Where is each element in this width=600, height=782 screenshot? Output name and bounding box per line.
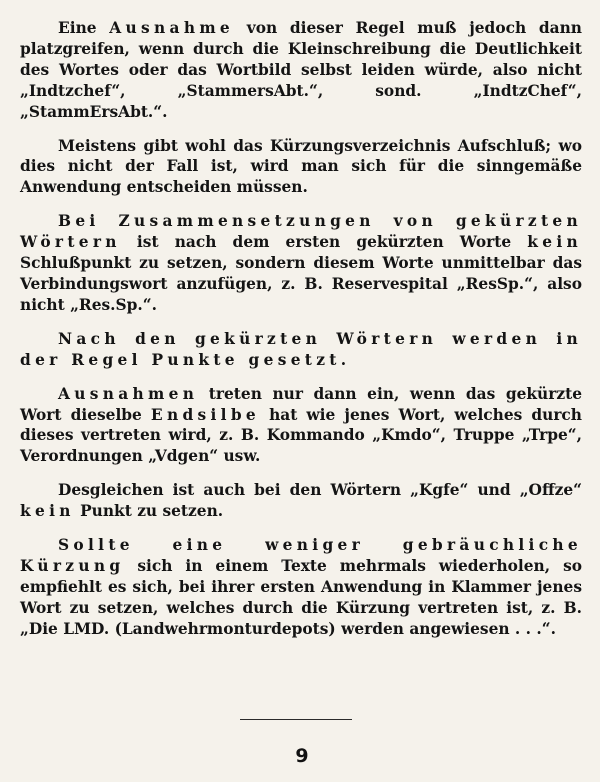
text-run: Eine: [58, 19, 110, 37]
paragraph-klammer: [20, 535, 582, 640]
paragraph-punkte: [20, 329, 582, 371]
paragraph-ausnahmen-endsilbe: [20, 384, 582, 468]
text-run-spaced: Sollte eine weniger gebräuchliche Kürzung: [20, 536, 582, 575]
text-run-spaced: kein: [20, 502, 75, 521]
text-run: ist nach dem ersten gekürzten Worte: [120, 233, 528, 252]
paragraph-zusammensetzungen: [20, 211, 582, 316]
text-run: Meistens gibt wohl das Kürzungsverzeichnis Aufschluß; wo dies nicht der Fall ist, wird man sich für die sinngemäße Anwendung entscheiden müssen.: [20, 136, 582, 197]
text-run-spaced: Endsilbe: [150, 405, 261, 424]
paragraph-desgleichen: [20, 480, 582, 522]
text-run-spaced: Nach den gekürzten Wörtern werden in der Regel Punkte gesetzt.: [20, 329, 582, 369]
text-run: Schlußpunkt zu setzen, sondern diesem Worte unmittelbar das Verbindungswort anzufügen, z. B. Reservespital „ResSp.“, also nicht „Res.Sp.“.: [20, 254, 582, 314]
text-run-spaced: Ausnahme: [109, 19, 235, 37]
text-run: von dieser Regel muß jedoch dann platzgreifen, wenn durch die Kleinschreibung die Deutlichkeit des Wortes oder das Wortbild selbst leiden würde, also nicht „Indtzchef“, „StammersAbt.“, sond. „IndtzChef“, „StammErsAbt.“.: [20, 19, 582, 121]
text-run-spaced: kein: [527, 233, 582, 252]
page-number: 9: [295, 745, 309, 767]
text-run: Punkt zu setzen.: [74, 502, 224, 521]
text-run: treten nur dann ein, wenn das gekürzte Wort dieselbe: [20, 384, 582, 424]
text-run: Desgleichen ist auch bei den Wörtern „Kgfe“ und „Offze“: [58, 481, 582, 500]
text-run: sich in einem Texte mehrmals wiederholen, so empfiehlt es sich, bei ihrer ersten Anwendung in Klammer jenes Wort zu setzen, welches durch die Kürzung vertreten ist, z. B. „Die LMD. (Landwehrmonturdepots) werden angewiesen . . .“.: [20, 556, 582, 638]
text-run-spaced: Bei Zusammensetzungen von gekürzten Wörtern: [20, 212, 582, 252]
paragraph-ausnahme: [20, 18, 582, 123]
text-run: hat wie jenes Wort, welches durch dieses vertreten wird, z. B. Kommando „Kmdo“, Truppe „Trpe“, Verordnungen „Vdgen“ usw.: [20, 405, 582, 466]
paragraph-kuerzungsverzeichnis: [20, 136, 582, 199]
body-text: [20, 18, 582, 653]
footer-rule: [240, 719, 352, 720]
text-run-spaced: Ausnahmen: [58, 384, 199, 403]
